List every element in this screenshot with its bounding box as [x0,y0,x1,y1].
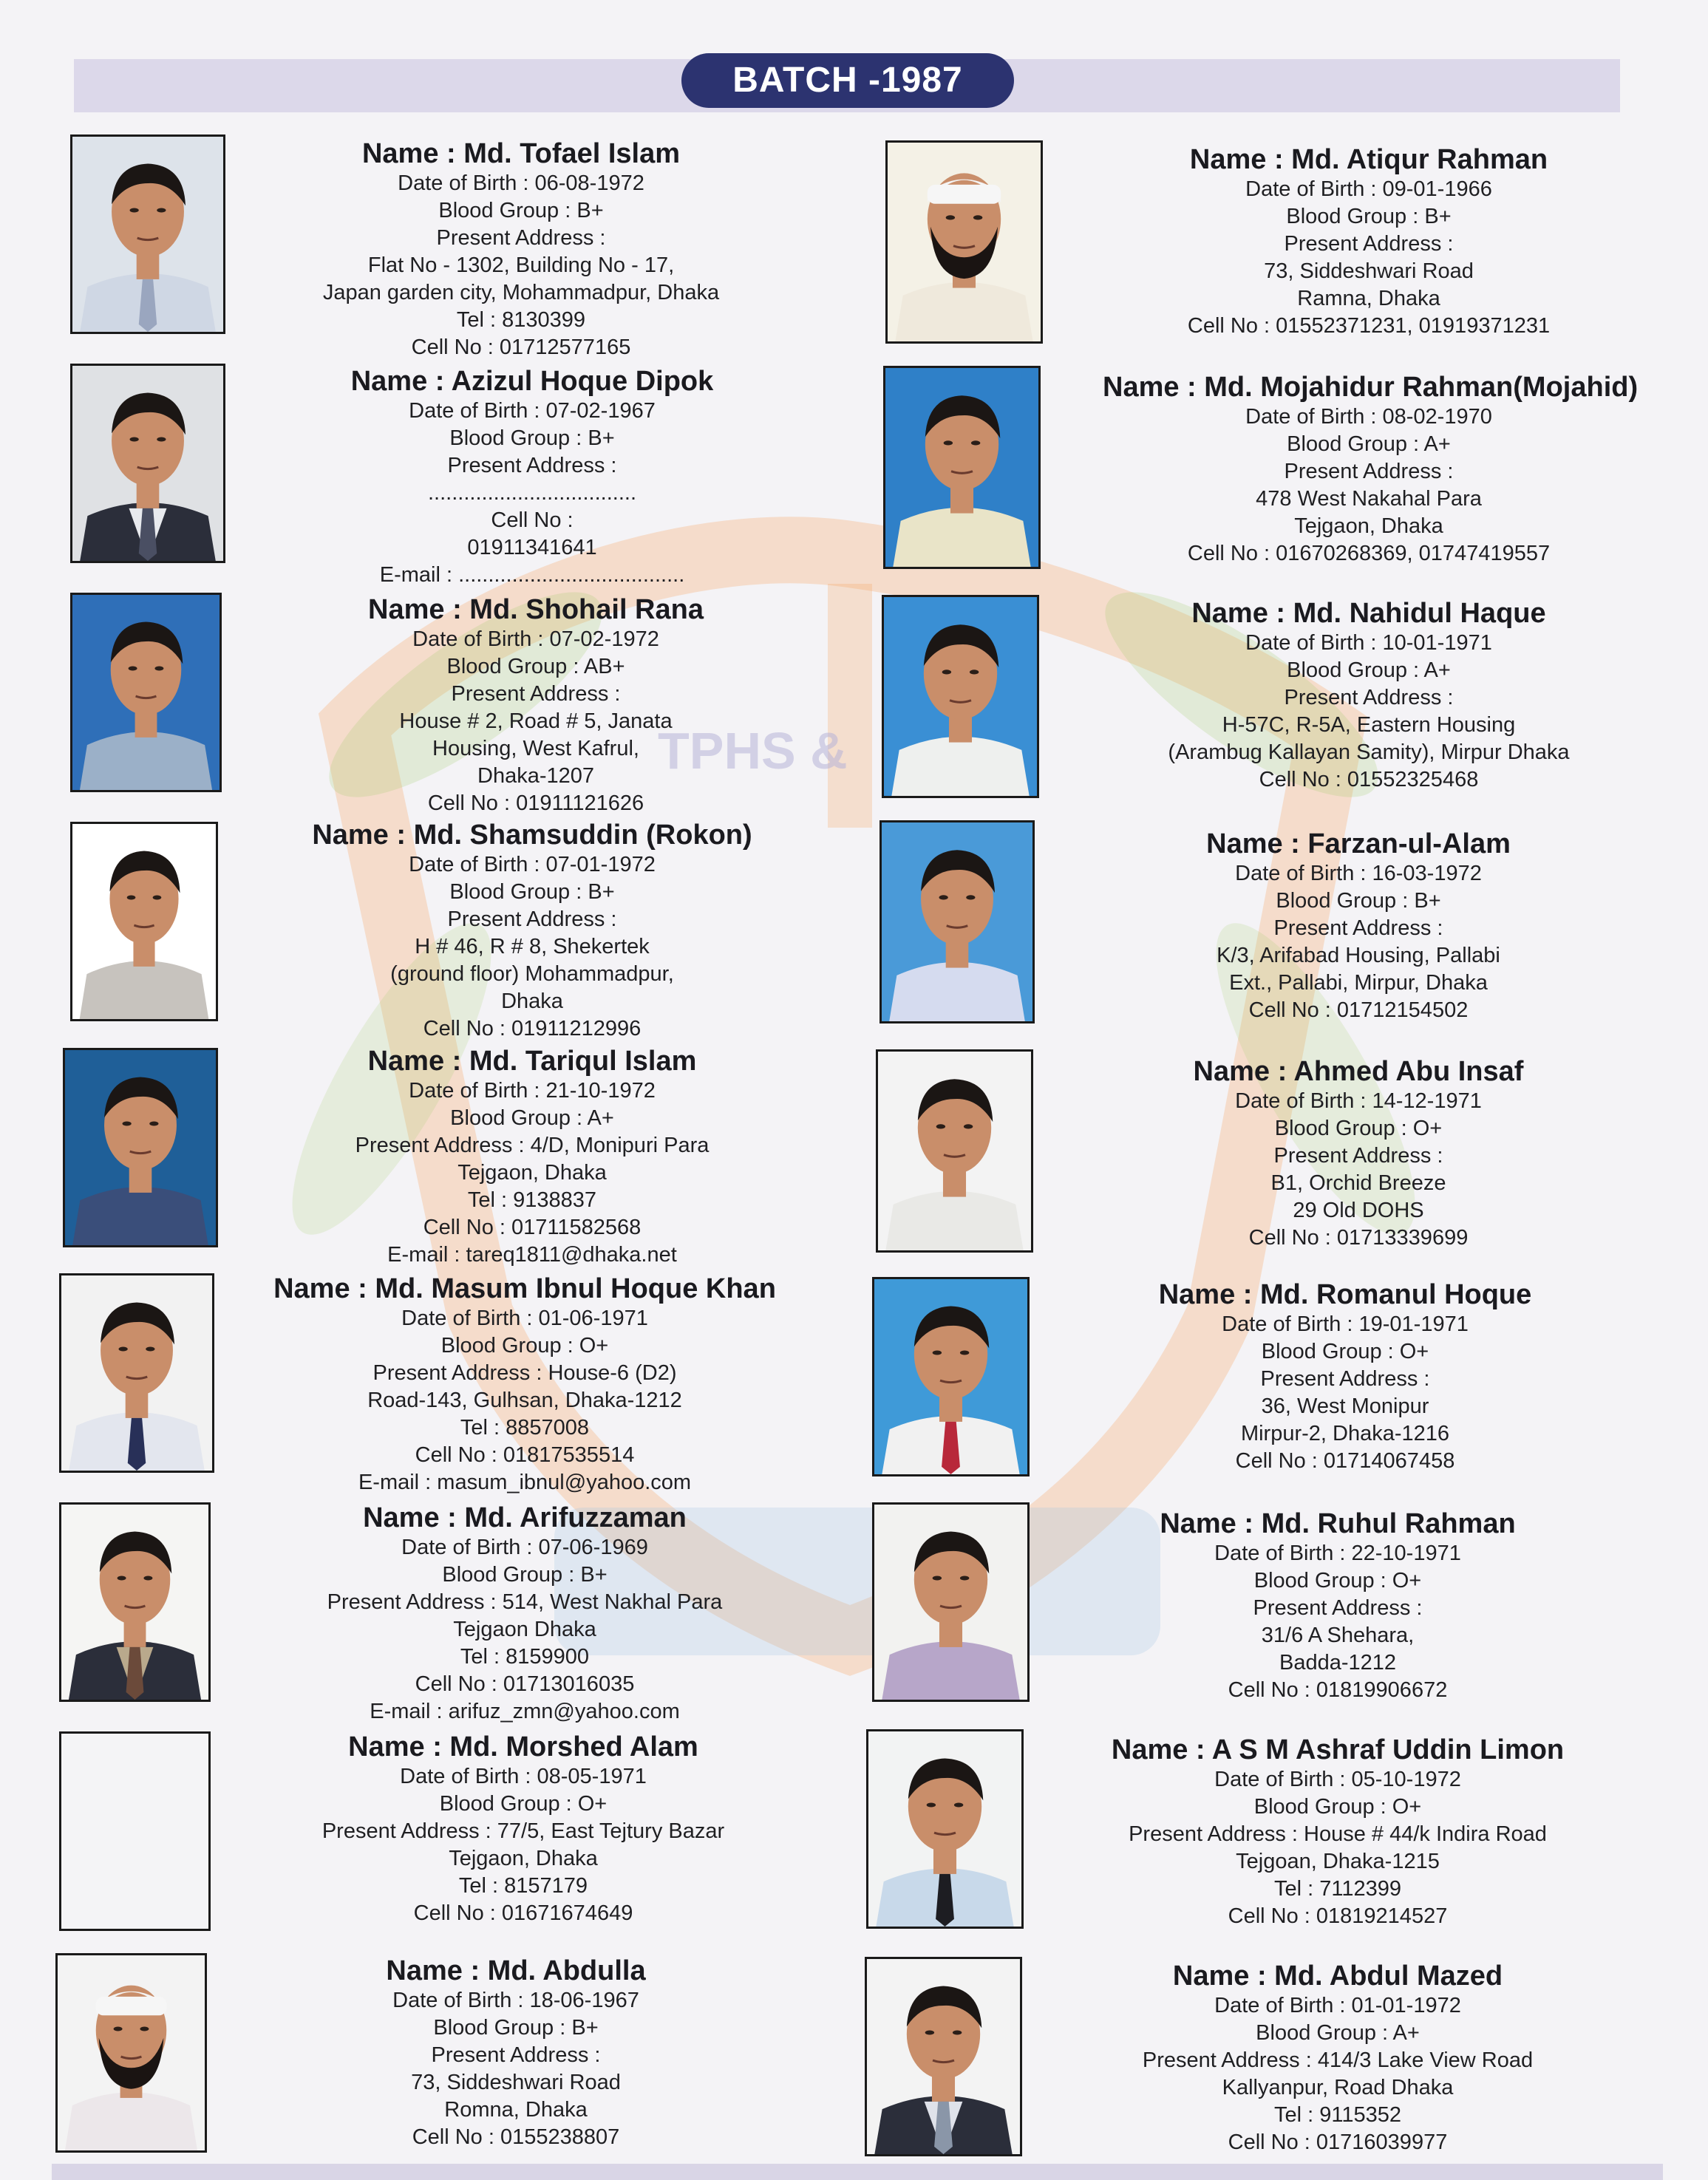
member-photo [70,364,225,563]
member-dob: Date of Birth : 01-01-1972 [1214,1994,1461,2017]
member-details [1092,1055,1624,1252]
member-dob: Date of Birth : 07-06-1969 [401,1536,648,1559]
member-photo [63,1048,218,1247]
member-photo [883,366,1041,569]
member-detail-line: 29 Old DOHS [1293,1199,1424,1222]
member-details [1072,1960,1604,2156]
member-name: Name : Ahmed Abu Insaf [1193,1056,1524,1087]
member-detail-line: Cell No : 01911121626 [427,791,644,815]
member-photo [70,822,218,1021]
member-photo [70,593,222,792]
member-detail-line: 73, Siddeshwari Road [411,2071,621,2094]
member-dob: Date of Birth : 07-02-1972 [412,627,659,651]
member-photo [882,595,1039,798]
member-detail-line: Tel : 9138837 [467,1188,597,1212]
member-dob: Date of Birth : 07-02-1967 [409,399,656,423]
member-blood-group: Blood Group : A+ [1287,658,1451,682]
member-detail-line: Tejgaon, Dhaka [449,1847,598,1870]
member-details [1079,1278,1611,1475]
member-detail-line: Present Address : House # 44/k Indira Road [1129,1822,1547,1846]
member-detail-line: Romna, Dhaka [444,2098,588,2122]
member-dob: Date of Birth : 22-10-1971 [1214,1542,1461,1565]
member-details [1103,597,1635,794]
member-details [1092,828,1624,1024]
member-dob: Date of Birth : 01-06-1971 [401,1307,648,1330]
member-name: Name : Md. Atiqur Rahman [1189,144,1548,175]
member-dob: Date of Birth : 05-10-1972 [1214,1768,1461,1791]
member-photo [865,1957,1022,2156]
member-photo [55,1953,207,2153]
member-detail-line: E-mail : tareq1811@dhaka.net [387,1243,677,1267]
member-dob: Date of Birth : 07-01-1972 [409,853,656,876]
member-detail-line: Cell No : 01817535514 [415,1443,635,1467]
member-detail-line: Ramna, Dhaka [1297,287,1440,310]
member-details [1103,143,1635,340]
member-detail-line: Present Address : [1284,232,1454,256]
member-detail-line: Dhaka [501,989,563,1013]
member-detail-line: Present Address : [431,2043,601,2067]
member-detail-line: Tel : 9115352 [1274,2103,1401,2127]
member-detail-line: 36, West Monipur [1261,1394,1429,1418]
member-details [257,1731,789,1927]
member-detail-line: ................................... [428,481,636,505]
member-name: Name : Md. Masum Ibnul Hoque Khan [273,1273,776,1304]
member-name: Name : Md. Abdulla [386,1955,646,1986]
member-detail-line: Tejgoan, Dhaka-1215 [1236,1850,1440,1873]
member-detail-line: Present Address : 77/5, East Tejtury Bazar [321,1819,725,1843]
member-detail-line: H # 46, R # 8, Shekertek [415,935,650,958]
member-name: Name : Farzan-ul-Alam [1206,828,1511,859]
member-photo [70,134,225,334]
member-detail-line: Tel : 8157179 [458,1874,588,1898]
batch-title: BATCH -1987 [681,53,1014,108]
member-detail-line: Badda-1212 [1279,1651,1397,1675]
member-dob: Date of Birth : 16-03-1972 [1235,862,1482,885]
member-detail-line: Cell No : 01670268369, 01747419557 [1187,542,1551,565]
member-detail-line: Present Address : [447,907,617,931]
member-blood-group: Blood Group : O+ [1274,1117,1443,1140]
member-photo [872,1277,1030,1476]
member-detail-line: Tejgaon, Dhaka [457,1161,607,1185]
member-detail-line: Tejgaon, Dhaka [1294,514,1443,538]
member-blood-group: Blood Group : B+ [442,1563,608,1587]
member-blood-group: Blood Group : O+ [439,1792,608,1816]
member-detail-line: Tel : 8857008 [460,1416,590,1440]
member-dob: Date of Birth : 18-06-1967 [392,1989,639,2012]
member-details [266,365,798,589]
member-detail-line: Cell No : 0155238807 [412,2125,620,2149]
member-detail-line: E-mail : masum_ibnul@yahoo.com [358,1471,692,1494]
member-detail-line: Cell No : 01712577165 [411,335,631,359]
member-details [255,137,787,361]
member-dob: Date of Birth : 08-05-1971 [400,1765,647,1788]
member-photo [866,1729,1024,1929]
member-blood-group: Blood Group : O+ [1253,1569,1422,1593]
member-detail-line: Flat No - 1302, Building No - 17, [367,253,675,277]
member-detail-line: Tel : 8159900 [460,1645,590,1669]
member-detail-line: Japan garden city, Mohammadpur, Dhaka [322,281,720,304]
member-dob: Date of Birth : 10-01-1971 [1245,631,1492,655]
member-detail-line: Present Address : [1260,1367,1430,1391]
member-detail-line: Present Address : House-6 (D2) [372,1361,677,1385]
member-detail-line: Cell No : 01911212996 [423,1017,642,1040]
footer-band [52,2164,1663,2180]
member-detail-line: Present Address : 4/D, Monipuri Para [355,1134,710,1157]
member-detail-line: Housing, West Kafrul, [432,737,639,760]
member-detail-line: Present Address : [1253,1596,1423,1620]
member-blood-group: Blood Group : AB+ [446,655,625,678]
member-details [1072,1734,1604,1930]
member-detail-line: 31/6 A Shehara, [1261,1624,1415,1647]
member-detail-line: Present Address : [1284,460,1454,483]
member-details [1103,371,1639,568]
member-details [259,1502,791,1726]
member-detail-line: (ground floor) Mohammadpur, [390,962,674,986]
member-detail-line: Cell No : 01671674649 [413,1901,633,1925]
member-detail-line: Cell No : 01819214527 [1228,1904,1448,1928]
member-blood-group: Blood Group : B+ [1276,889,1441,913]
member-detail-line: Present Address : [447,454,617,477]
member-blood-group: Blood Group : O+ [1253,1795,1422,1819]
member-detail-line: Cell No : 01712154502 [1248,998,1469,1022]
member-blood-group: Blood Group : B+ [438,199,604,222]
member-photo [876,1049,1033,1253]
member-detail-line: Tel : 8130399 [456,308,586,332]
member-dob: Date of Birth : 19-01-1971 [1222,1312,1469,1336]
member-details [266,819,798,1043]
member-blood-group: Blood Group : B+ [1286,205,1452,228]
member-blood-group: Blood Group : B+ [449,880,615,904]
member-detail-line: Cell No : 01552371231, 01919371231 [1187,314,1551,338]
member-detail-line: Cell No : 01819906672 [1228,1678,1448,1702]
member-details [1072,1508,1604,1704]
member-name: Name : Md. Shamsuddin (Rokon) [312,820,752,851]
member-detail-line: House # 2, Road # 5, Janata [399,709,673,733]
member-name: Name : Md. Tariqul Islam [367,1046,697,1077]
member-detail-line: Cell No : 01713016035 [415,1672,635,1696]
member-detail-line: Road-143, Gulhsan, Dhaka-1212 [367,1389,682,1412]
member-detail-line: 01911341641 [467,536,597,559]
member-name: Name : Md. Ruhul Rahman [1160,1508,1516,1539]
member-name: Name : Md. Shohail Rana [368,594,704,625]
member-detail-line: Present Address : [436,226,606,250]
member-blood-group: Blood Group : A+ [450,1106,614,1130]
member-detail-line: 73, Siddeshwari Road [1264,259,1474,283]
member-detail-line: Cell No : 01552325468 [1259,768,1479,791]
member-detail-line: Present Address : 414/3 Lake View Road [1142,2048,1534,2072]
member-details [270,593,802,817]
member-name: Name : Md. Mojahidur Rahman(Mojahid) [1103,372,1639,403]
member-dob: Date of Birth : 09-01-1966 [1245,177,1492,201]
member-photo [59,1731,211,1931]
member-detail-line: H-57C, R-5A, Eastern Housing [1222,713,1516,737]
member-details [259,1273,791,1496]
member-detail-line: Present Address : [1273,1144,1443,1168]
member-detail-line: Tel : 7112399 [1274,1877,1401,1901]
member-detail-line: Kallyanpur, Road Dhaka [1222,2076,1454,2099]
member-detail-line: Cell No : 01716039977 [1228,2130,1448,2154]
watermark-text: TPHS & [658,722,848,780]
member-details [250,1955,782,2151]
member-detail-line: Present Address : 514, West Nakhal Para [327,1590,723,1614]
member-name: Name : Azizul Hoque Dipok [350,366,714,397]
member-name: Name : Md. Tofael Islam [361,138,681,169]
member-detail-line: Cell No : 01714067458 [1235,1449,1455,1473]
member-dob: Date of Birth : 08-02-1970 [1245,405,1492,429]
member-blood-group: Blood Group : B+ [449,426,615,450]
member-blood-group: Blood Group : O+ [1261,1340,1429,1363]
member-dob: Date of Birth : 06-08-1972 [398,171,644,195]
member-detail-line: E-mail : ...................................... [379,563,685,587]
member-name: Name : Md. Abdul Mazed [1172,1961,1503,1992]
member-blood-group: Blood Group : O+ [440,1334,609,1358]
member-dob: Date of Birth : 14-12-1971 [1235,1089,1482,1113]
member-detail-line: Tejgaon Dhaka [453,1618,596,1641]
member-detail-line: Dhaka-1207 [477,764,594,788]
member-detail-line: B1, Orchid Breeze [1270,1171,1446,1195]
member-name: Name : Md. Romanul Hoque [1158,1279,1532,1310]
member-name: Name : Md. Morshed Alam [348,1731,698,1762]
member-detail-line: Present Address : [451,682,621,706]
member-photo [59,1273,214,1473]
member-detail-line: Cell No : 01711582568 [423,1216,642,1239]
member-photo [872,1502,1030,1702]
member-detail-line: Ext., Pallabi, Mirpur, Dhaka [1229,971,1488,995]
member-detail-line: K/3, Arifabad Housing, Pallabi [1217,944,1500,967]
member-name: Name : A S M Ashraf Uddin Limon [1111,1734,1565,1765]
member-detail-line: Cell No : [491,508,574,532]
member-blood-group: Blood Group : A+ [1287,432,1451,456]
member-detail-line: E-mail : arifuz_zmn@yahoo.com [370,1700,680,1723]
member-detail-line: Present Address : [1284,686,1454,709]
member-blood-group: Blood Group : B+ [433,2016,599,2040]
member-detail-line: 478 West Nakahal Para [1256,487,1482,511]
member-name: Name : Md. Arifuzzaman [363,1502,687,1533]
member-detail-line: Cell No : 01713339699 [1248,1226,1469,1250]
member-detail-line: (Arambug Kallayan Samity), Mirpur Dhaka [1168,740,1570,764]
member-dob: Date of Birth : 21-10-1972 [409,1079,656,1103]
member-photo [59,1502,211,1702]
member-detail-line: Present Address : [1273,916,1443,940]
member-name: Name : Md. Nahidul Haque [1191,598,1546,629]
member-detail-line: Mirpur-2, Dhaka-1216 [1240,1422,1450,1445]
member-photo [879,820,1035,1023]
member-blood-group: Blood Group : A+ [1256,2021,1420,2045]
member-photo [885,140,1043,344]
member-details [266,1045,798,1269]
